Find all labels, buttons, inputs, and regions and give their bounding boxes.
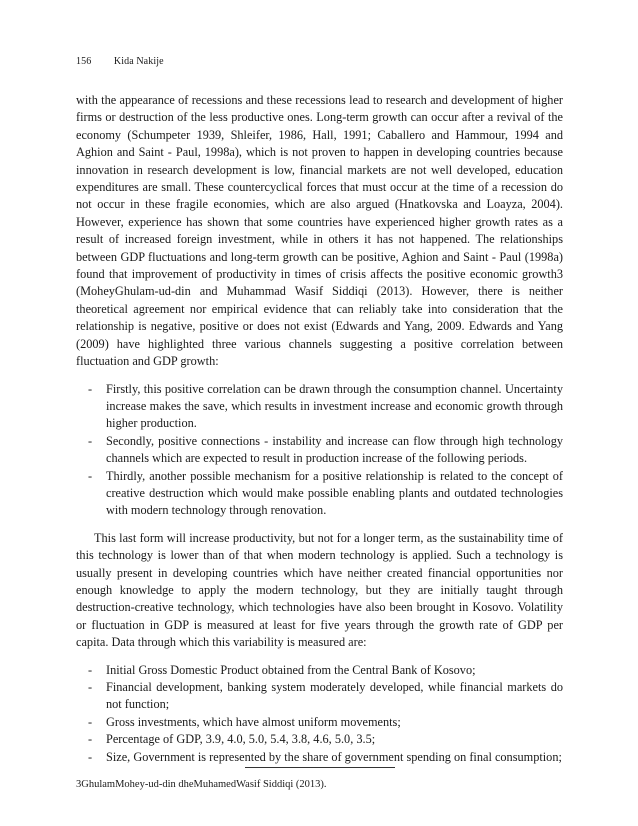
dash-bullet: - <box>88 749 93 764</box>
list-item <box>76 433 563 468</box>
list-item-text: Financial development, banking system moderately developed, while financial markets do not function; <box>106 680 563 712</box>
page-number: 156 <box>76 56 92 67</box>
data-items-list <box>76 662 563 766</box>
list-item-text: Thirdly, another possible mechanism for a positive relationship is related to the concept of creative destruction which would make possible enabling plants and outdated technologies with modern technology through renovation. <box>106 468 563 518</box>
dash-bullet: - <box>88 468 93 483</box>
list-item <box>76 662 563 679</box>
dash-bullet: - <box>88 662 93 677</box>
list-item-text: Percentage of GDP, 3.9, 4.0, 5.0, 5.4, 3.8, 4.6, 5.0, 3.5; <box>106 732 376 747</box>
dash-bullet: - <box>88 680 93 694</box>
list-item-text: Size, Government is represented by the share of government spending on final consumption; <box>106 749 562 764</box>
footnote-divider <box>245 767 395 768</box>
page-body <box>76 92 563 776</box>
dash-bullet: - <box>88 381 93 396</box>
running-author: Kida Nakije <box>113 56 164 67</box>
list-item-text: Secondly, positive connections - instability and increase can flow through high technology channels which are expected to result in production increase of the following periods. <box>106 433 563 466</box>
list-item-text: Gross investments, which have almost uniform movements; <box>106 714 401 729</box>
running-header <box>76 56 164 67</box>
list-item-text: Initial Gross Domestic Product obtained from the Central Bank of Kosovo; <box>106 662 476 677</box>
list-item <box>76 749 563 766</box>
list-item <box>76 468 563 520</box>
list-item <box>76 381 563 433</box>
list-item <box>76 679 563 714</box>
channels-list <box>76 381 563 520</box>
dash-bullet: - <box>88 714 93 729</box>
paragraph-productivity: This last form will increase productivity, but not for a longer term, as the sustainability time of this technology is lower than of that when modern technology is applied. Such a technology is usually present in developing countries which have neither created financial opportunities nor enough knowledge to apply the modern technology, but they are initially taught through destruction-creative technology, which technologies have also been brought in Kosovo. Volatility or fluctuation in GDP is measured at least for five years through the growth rate of GDP per capita. Data through which this variability is measured are: <box>76 530 563 650</box>
dash-bullet: - <box>88 433 93 448</box>
list-item <box>76 731 563 748</box>
footnote: 3GhulamMohey-ud-din dheMuhamedWasif Siddiqi (2013). <box>76 779 327 790</box>
dash-bullet: - <box>88 732 93 747</box>
paragraph-continuation: with the appearance of recessions and these recessions lead to research and development of higher firms or destruction of the less productive ones. Long-term growth can occur after a revival of the economy (Schumpeter 1939, Shleifer, 1986, Hall, 1991; Caballero and Hammour, 1994 and Aghion and Saint - Paul, 1998a), which is not proven to happen in developing countries because innovation in research development is low, financial markets are not well developed, education expenditures are small. These countercyclical forces that must occur at the time of a recession do not occur in these fragile economies, which are also argued (Hnatkovska and Loayza, 2004). However, experience has shown that some countries have experienced higher growth rates as a result of increased foreign investment, while in others it has not happened. The relationships between GDP fluctuations and long-term growth can be positive, Aghion and Saint - Paul (1998a) found that improvement of productivity in times of crisis affects the positive economic growth3 (MoheyGhulam-ud-din and Muhammad Wasif Siddiqi (2013). However, there is neither theoretical agreement nor empirical evidence that can reliably take into consideration that the relationship is negative, positive or does not exist (Edwards and Yang, 2009. Edwards and Yang (2009) have highlighted three various channels suggesting a positive correlation between fluctuation and GDP growth: <box>76 93 563 369</box>
list-item <box>76 714 563 731</box>
list-item-text: Firstly, this positive correlation can be drawn through the consumption channel. Uncertainty increase makes the save, which results in investment increase and economic growth through higher production. <box>106 381 563 431</box>
